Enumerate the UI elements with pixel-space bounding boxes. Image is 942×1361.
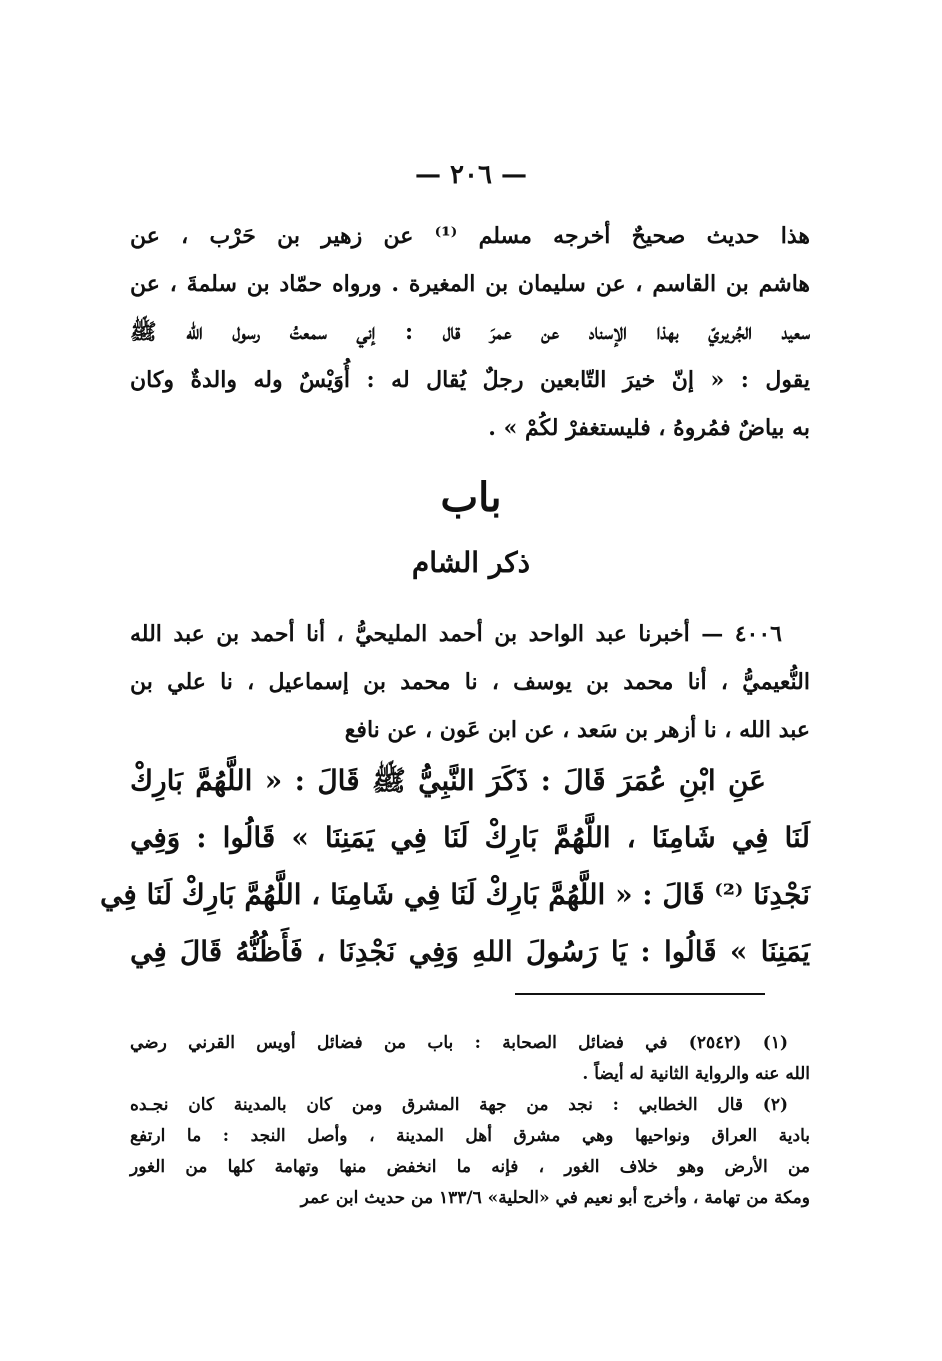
page-number: — ٢٠٦ — <box>414 160 528 190</box>
isnad-line: ٤٠٠٦ — أخبرنا عبد الواحد بن أحمد المليحيُّ ، أنا أحمد بن عبد الله <box>130 621 782 647</box>
footnote-2-line: (٢) قال الخطابي : نجد من جهة المشرق ومن كان بالمدينة كان نجـده <box>130 1095 788 1115</box>
footnote-divider <box>515 993 765 995</box>
footnotes <box>130 1028 810 1214</box>
footnote-1-line: (١) (٢٥٤٢) في فضائل الصحابة : باب من فضائل أويس القرني رضي <box>130 1033 788 1053</box>
footnote-2-line: من الأرض وهو خلاف الغور ، فإنه ما انخفض منها وتهامة كلها من الغور <box>130 1157 810 1177</box>
isnad-line: النُّعيميُّ ، أنا محمد بن يوسف ، نا محمد بن إسماعيل ، نا علي بن <box>130 669 810 695</box>
intro-line: يقول : « إنّ خيرَ التّابعين رجلٌ يُقال له : أُوَيْسٌ وله والدةٌ وكان <box>130 367 810 393</box>
matn-line: لَنَا فِي شَامِنَا ، اللَّهُمَّ بَارِكْ لَنَا فِي يَمَنِنَا » قَالُوا : وَفِي <box>130 821 810 854</box>
hadith-isnad <box>130 610 810 754</box>
matn-line: يَمَنِنَا » قَالُوا : يَا رَسُولَ اللهِ وَفِي نَجْدِنَا ، فَأَظُنُّهُ قَالَ فِي <box>130 935 810 968</box>
intro-line: به بياضٌ فمُروهُ ، فليستغفرْ لكُمْ » . <box>488 415 810 441</box>
matn-line: عَنِ ابْنِ عُمَرَ قَالَ : ذَكَرَ النَّبِيُّ ﷺ قَالَ : « اللَّهُمَّ بَارِكْ <box>130 764 766 797</box>
matn-line: نَجْدِنَا ⁽²⁾ قَالَ : « اللَّهُمَّ بَارِكْ لَنَا فِي شَامِنَا ، اللَّهُمَّ بَارِكْ لَنَا فِي <box>100 878 810 911</box>
footnote-2-line: بادية العراق ونواحيها وهي مشرق أهل المدينة ، وأصل النجد : ما ارتفع <box>130 1126 810 1146</box>
intro-line: سعيد الجُريريّ بهذا الإسناد عن عمرَ قال : إني سمعتُ رسول الله ﷺ <box>130 319 810 345</box>
footnote-2-line: ومكة من تهامة ، وأخرج أبو نعيم في «الحلية» ١٣٣/٦ من حديث ابن عمر <box>300 1188 810 1208</box>
isnad-line: عبد الله ، نا أزهر بن سَعد ، عن ابن عَون ، عن نافع <box>344 717 810 743</box>
intro-line: هذا حديث صحيحٌ أخرجه مسلم ⁽¹⁾ عن زهير بن حَرْب ، عن <box>130 223 810 249</box>
chapter-title: باب <box>440 474 502 521</box>
intro-paragraph <box>130 212 810 452</box>
footnote-1-line: الله عنه والرواية الثانية له أيضاً . <box>582 1064 810 1084</box>
intro-line: هاشم بن القاسم ، عن سليمان بن المغيرة . ورواه حمّاد بن سلمةَ ، عن <box>130 271 810 297</box>
hadith-matn <box>100 752 810 980</box>
chapter-subtitle: ذكر الشام <box>411 546 531 579</box>
